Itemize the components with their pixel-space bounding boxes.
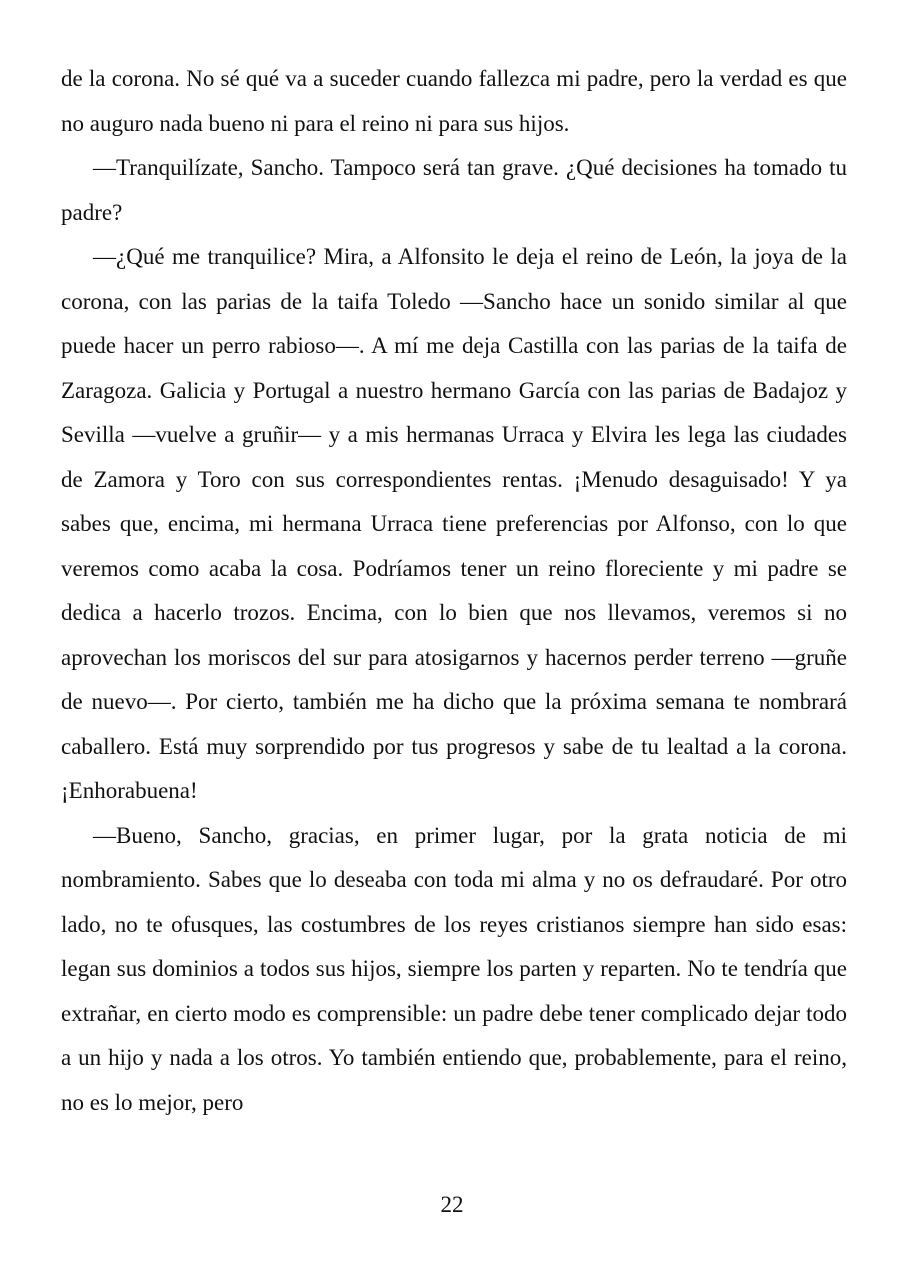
paragraph-3: —¿Qué me tranquilice? Mira, a Alfonsito le deja el reino de León, la joya de la corona, con las parias de la taifa Toledo —Sancho hace un sonido similar al que puede hacer un perro rabioso—. A mí me deja Castilla con las parias de la taifa de Zaragoza. Galicia y Portugal a nuestro hermano García con las parias de Badajoz y Sevilla —vuelve a gruñir— y a mis hermanas Urraca y Elvira les lega las ciudades de Zamora y Toro con sus correspondientes rentas. ¡Menudo desaguisado! Y ya sabes que, encima, mi hermana Urraca tiene preferencias por Alfonso, con lo que veremos como acaba la cosa. Podríamos tener un reino floreciente y mi padre se dedica a hacerlo trozos. Encima, con lo bien que nos llevamos, veremos si no aprovechan los moriscos del sur para atosigarnos y hacernos perder terreno —gruñe de nuevo—. Por cierto, también me ha dicho que la próxima semana te nombrará caballero. Está muy sorprendido por tus progresos y sabe de tu lealtad a la corona. ¡Enhorabuena!	[61, 244, 847, 803]
paragraph-1: de la corona. No sé qué va a suceder cuando fallezca mi padre, pero la verdad es que no auguro nada bueno ni para el reino ni para sus hijos.	[61, 66, 847, 136]
paragraph-2: —Tranquilízate, Sancho. Tampoco será tan grave. ¿Qué decisiones ha tomado tu padre?	[61, 155, 847, 225]
page-number: 22	[440, 1192, 464, 1217]
paragraph-4: —Bueno, Sancho, gracias, en primer lugar, por la grata noticia de mi nombramiento. Sabes que lo deseaba con toda mi alma y no os defraudaré. Por otro lado, no te ofusques, las costumbres de los reyes cristianos siempre han sido esas: legan sus dominios a todos sus hijos, siempre los parten y reparten. No te tendría que extrañar, en cierto modo es comprensible: un padre debe tener complicado dejar todo a un hijo y nada a los otros. Yo también entiendo que, probablemente, para el reino, no es lo mejor, pero	[61, 822, 847, 1115]
page-body	[61, 57, 847, 1125]
